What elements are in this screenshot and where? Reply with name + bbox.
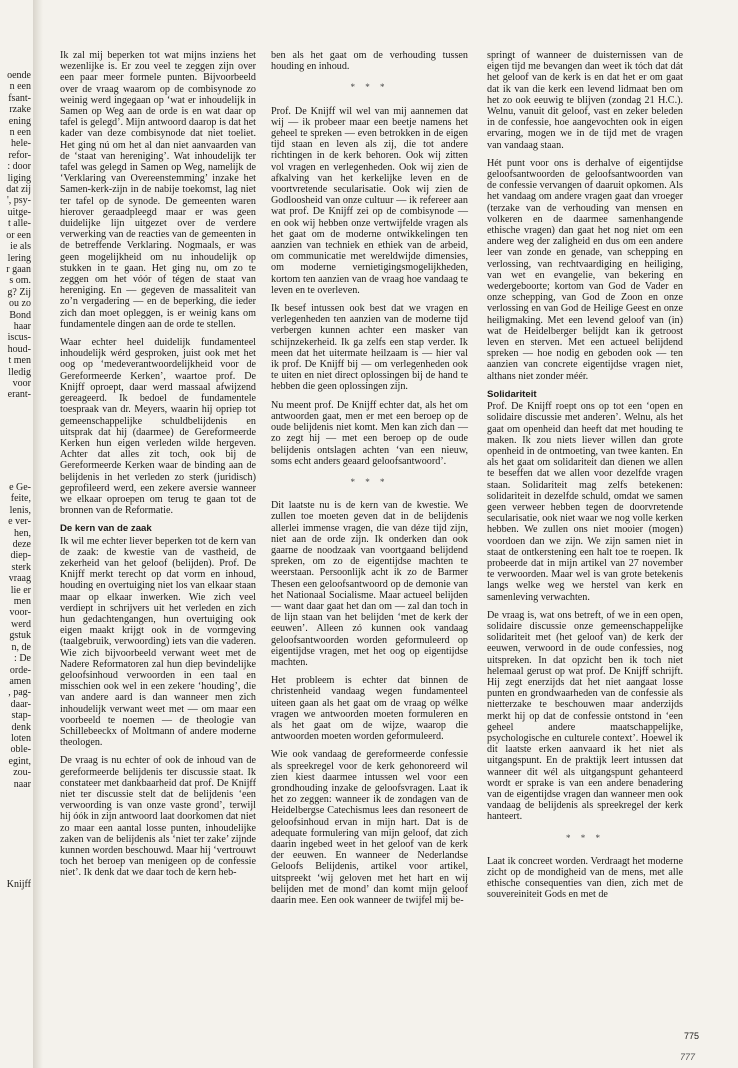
column-1 <box>60 50 256 886</box>
margin-fragment: sterk <box>11 561 31 573</box>
margin-fragment: lie er <box>10 584 31 596</box>
margin-fragment: : De <box>14 653 31 665</box>
margin-fragment: gstuk <box>9 630 31 642</box>
section-divider: * * * <box>350 476 389 487</box>
margin-fragment: ou zo <box>9 298 31 310</box>
margin-fragment: ie als <box>10 241 31 253</box>
margin-fragment: stap- <box>11 710 31 722</box>
margin-fragment: vraag <box>8 573 31 585</box>
paragraph: Nu meent prof. De Knijff echter dat, als het om antwoorden gaat, men er met een beroep op de oude belijdenis niet komt. Men kan zich dan — zo zegt hij — met een beroep op de oude belijdenis ontslagen achten ‘van een nieuw, soms echt anders geaard geloofsantwoord’. <box>271 399 468 467</box>
margin-fragment: diep- <box>10 550 31 562</box>
section-divider: * * * <box>566 832 604 843</box>
margin-fragments-middle <box>8 482 31 790</box>
paragraph: springt of wanneer de duisternissen van de eigen tijd me bevangen dan weet ik tóch dat dát het geloof van de kerk is en dat het er om gaat dat ik van die kerk een levend lidmaat ben om het zo ook eeuwig te blijven (zondag 21 H.C.). Welnu, vanuit dit geloof, vast en zeker beleden in de confessie, hoe aangevochten ook in eigen ervaring, mogen we in de tijd met de vragen van vandaag staan. <box>487 50 683 151</box>
margin-fragment: erant- <box>7 389 31 401</box>
margin-fragment: t men <box>8 355 31 367</box>
margin-fragment: e Ge- <box>9 482 31 493</box>
margin-fragment: amen <box>9 675 31 687</box>
paragraph: Hét punt voor ons is derhalve of eigentijdse geloofsantwoorden de geloofsantwoorden van de confessie vervangen of daaruit opkomen. Als het vandaag om andere vragen gaat dan vroeger (terzake van de verhouding van mensen en volkeren en de daarmee samenhangende ethische vragen) dan gaat het nog niet om een andere weg der zaligheid en dus om een andere leer van zonde en genade, van schepping en verlossing, van rechtvaardiging en heiliging, van wet en evangelie, van bekering en wedergeboorte; kortom van God de Vader en onze schepping, van God de Zoon en onze verlossing en van God de Heilige Geest en onze heiligmaking. Met een levend geloof van (in) wat de Heidelberger belijdt kan ik getroost leven en sterven. Met een actueel belijdend spreken — hoe nodig en geboden ook — ten aanzien van concrete eigentijdse vragen niet, althans niet zonder méér. <box>487 157 683 382</box>
margin-fragment: oble- <box>10 744 31 756</box>
margin-fragment: n, de <box>11 641 31 653</box>
margin-fragment: hen, <box>14 527 31 539</box>
margin-fragment: or een <box>6 229 31 241</box>
margin-fragment: lledig <box>8 366 31 378</box>
section-heading: De kern van de zaak <box>60 523 152 535</box>
paragraph: Ik wil me echter liever beperken tot de kern van de zaak: de kwestie van de vastheid, de zekerheid van het geloof (belijden). Prof. De Knijff merkt terecht op dat vorm en inhoud, houding en overtuiging niet los van elkaar staan maar op elkaar inwerken. Wie zich veel verdiept in schrijvers uit het verleden en zich hun gedachtengangen, hun overtuiging ook eigen maakt krijgt ook in de vormgeving (taalgebruik, verwoording) iets van die vaderen. Wie zich bijvoorbeeld verwant weet met de Nadere Reformatoren zal hun diep bevindelijke geloofsinhoud verwoorden in een taal en misschien ook wel in een zekere ‘houding’, die van andere aard is dan wanneer men zich inhoudelijk verwant weet met — om maar een voorbeeld te noemen — de theologie van Schillebeeckx of Moltmann of andere moderne theologen. <box>60 535 256 749</box>
margin-fragment: s om. <box>9 275 31 287</box>
section-divider: * * * <box>350 82 389 93</box>
margin-fragment: naar <box>13 778 31 790</box>
margin-fragment: dat zij <box>6 184 31 196</box>
margin-fragment: loten <box>11 732 31 744</box>
margin-fragment: lering <box>7 252 31 264</box>
paragraph: Prof. De Knijff wil wel van mij aannemen dat wij — ik probeer maar een beetje namens het geheel te spreken — even betrokken in de eigen tijd staan en leven als zij, die tot andere richtingen in de kerk behoren. Ook wij zitten vol vragen en verlegenheden. Ook wij zien de afkalving van het kerkelijke leven en de voortvretende secularisatie. Ook wij zien de Godloosheid van onze cultuur — ik refereer aan wat prof. De Knijff zei op de combisynode — en ook wij hebben onze vertwijfelde vragen als het gaat om de moderne ontwikkelingen ten aanzien van techniek en ethiek van de arbeid, om communicatie met wereldwijde dimensies, om moderne vernietigingsmogelijkheden, kortom ten aanzien van de vraag hoe vandaag te leven en te overleven. <box>271 105 468 296</box>
paragraph: De vraag is nu echter of ook de inhoud van de gereformeerde belijdenis ter discussie staat. Ik constateer met dankbaarheid dat prof. De Knijff niet ter discussie stelt dat de belijdenis ‘een verwoording is van onze vaste grond’, terwijl hij óók in zijn antwoord laat doorkomen dat niet zo maar een aantal losse punten, inhoudelijke zaken van de belijdenis als ‘niet ter zake’ zijnde kunnen worden beschouwd. Maar hij ‘vertrouwt toch het beroep van menigeen op de confessie niet’. Ik denk dat we daar toch de kern heb- <box>60 755 256 879</box>
margin-fragment: oende <box>7 70 31 81</box>
margin-fragment: men <box>13 596 31 608</box>
margin-fragment: Bond <box>9 309 31 321</box>
margin-fragment: uitge- <box>7 206 31 218</box>
margin-fragment: ', psy- <box>6 195 31 207</box>
margin-fragment: refor- <box>8 149 31 161</box>
paragraph: De vraag is, wat ons betreft, of we in een open, solidaire discussie onze gemeenschappelijke solidariteit met (het geloof van) de kerk der eeuwen, verwoord in de oude confessies, nog uitspreken. In dat opzicht ben ik toch niet helemaal gerust op wat prof. De Knijff schrijft. Hij zegt enerzijds dat het niet aangaat losse punten en grondwaarheden van de confessie als nietterzake te beschouwen maar anderzijds merkt hij op dat de confessie ontstond in ‘een geheel andere maatschappelijke, psychologische en culturele context’. Hoewel ik dit laatste erken aanvaard ik het niet als uitgangspunt. En de praktijk leert intussen dat wanneer dit wél als uitgangspunt gehanteerd wordt er sprake is van een andere benadering van de eigentijdse vragen dan wanneer men ook vandaag de belijdenis als spreekregel der kerk hanteert. <box>487 609 683 823</box>
margin-fragment: g? Zij <box>7 286 31 298</box>
paragraph: Ik besef intussen ook best dat we vragen en verlegenheden ten aanzien van de moderne tijd verbergen kunnen achter een masker van schijnzekerheid. Ik ga zelfs een stap verder. Ik meen dat het uitermate heilzaam is — hier val ik prof. De Knijff bij — om verlegenheden ook te uiten en niet direct oplossingen bij de hand te hebben die geen oplossingen zijn. <box>271 303 468 393</box>
margin-fragment: deze <box>12 539 31 551</box>
margin-fragment: lenis, <box>9 504 31 516</box>
margin-fragment: houd- <box>7 343 31 355</box>
margin-fragment: fsant- <box>8 92 31 104</box>
margin-fragment: Knijff <box>6 879 31 890</box>
column-3 <box>487 50 683 908</box>
margin-fragment: voor- <box>9 607 31 619</box>
paragraph: Het probleem is echter dat binnen de christenheid vandaag wegen fundamenteel uiteen gaan als het gaat om de vraag op wélke vragen we antwoorden moeten formuleren en als het gaat om de wijze, waarop die antwoorden moeten worden geformuleerd. <box>271 675 468 743</box>
margin-fragment: werd <box>11 618 31 630</box>
paragraph: Wie ook vandaag de gereformeerde confessie als spreekregel voor de kerk gehonoreerd wil zien kiest daarmee intussen wel voor een grondhouding inzake de geloofsvragen. Laat ik het zo zeggen: wanneer ik de zondagen van de Heidelbergse Catechismus lees dan resoneert de geloofsinhoud ervan in mijn hart. Dat is de adequate formulering van mijn geloof, dat zich daarin ingebed weet in het geloof van de kerk der eeuwen. En wanneer de Nederlandse Geloofs Belijdenis, artikel voor artikel, uitspreekt ‘wij geloven met het hart en wij belijden met de mond’ dan komt mijn geloof daarin mee. Een ook wanneer de twijfel mij be- <box>271 749 468 907</box>
margin-fragment: feite, <box>10 493 31 505</box>
margin-fragment: n een <box>9 127 31 139</box>
margin-fragment: zou- <box>13 767 31 779</box>
margin-fragment: liging <box>7 172 31 184</box>
paragraph: Waar echter heel duidelijk fundamenteel inhoudelijk wérd gesproken, juist ook met het oog op ‘medeverantwoordelijkheid voor de Gereformeerde Kerken’, waartoe prof. De Knijff oproept, daar werd massaal afwijzend gereageerd. Ik bedoel de fundamentele toespraak van dr. Meyers, waarin hij opriep tot gemeenschappelijke schuldbelijdenis en uitsprak dat hij (daarmee) de Gereformeerde Kerken hun eigen verleden wilde hergeven. Achter dat alles zit toch, ook bij de Gereformeerde Kerken waar de binding aan de belijdenis in het verleden zo sterk (juridisch) geprofileerd werd, een zekere aversie wanneer we elkaar oproepen om terug te gaan tot de bronnen van de Reformatie. <box>60 337 256 517</box>
margin-fragment: haar <box>13 320 31 332</box>
margin-fragment: : door <box>7 161 31 173</box>
margin-fragments-bottom <box>7 879 31 890</box>
section-heading: Solidariteit <box>487 388 537 400</box>
paragraph: Laat ik concreet worden. Verdraagt het moderne zicht op de mondigheid van de mens, met alle ethische consequenties van dien, zich met de souvereiniteit Gods en met de <box>487 855 683 901</box>
margin-fragment: egint, <box>8 755 31 767</box>
paragraph: Dit laatste nu is de kern van de kwestie. We zullen toe moeten geven dat in de belijdenis allerlei immense vragen, die van déze tijd zijn, niet aan de orde zijn. Ik onderken dan ook gaarne de noodzaak van voortgaand belijdend spreken, om zo de eigentijdse machten te weerstaan. Persoonlijk acht ik zo de Barmer Thesen een geloofsantwoord op de demonie van het Nationaal Socialisme. Maar actueel belijden — want daar gaat het dan om — zal dan toch in de lijn staan van het belijden ‘met de kerk der eeuwen’. Alleen zó kunnen ook vandaag geloofsantwoorden worden geformuleerd op eigentijdse vragen, met het oog op eigentijdse machten. <box>271 500 468 668</box>
margin-fragment: hele- <box>11 138 31 150</box>
margin-fragment: daar- <box>10 698 31 710</box>
page-stamp: 777 <box>680 1052 696 1062</box>
margin-fragment: t alle- <box>7 218 31 230</box>
margin-fragment: e ver- <box>8 516 31 528</box>
margin-fragment: r gaan <box>6 263 31 275</box>
gutter-shadow <box>33 0 43 1068</box>
margin-fragment: ening <box>8 115 31 127</box>
column-2 <box>271 50 468 913</box>
margin-fragment: , pag- <box>8 687 31 699</box>
page-number: 775 <box>684 1031 700 1041</box>
margin-fragment: iscus- <box>7 332 31 344</box>
margin-fragment: rzake <box>9 104 31 116</box>
previous-page-margin <box>0 60 33 890</box>
margin-fragments-top <box>6 70 31 401</box>
margin-fragment: orde- <box>9 664 31 676</box>
paragraph: Ik zal mij beperken tot wat mijns inziens het wezenlijke is. Er zou veel te zeggen zijn over een paar meer formele punten. Bijvoorbeeld over de vraag waarom op de combisynode zo weinig werd ingegaan op ‘wat er inhoudelijk in Samen op Weg aan de orde is en wat daar op tafel is gelegd’. Mijn antwoord daarop is dat het kader van deze combisynode dat niet toeliet. Het ging nú om het al dan niet aanvaarden van de ‘staat van hereniging’. Wat inhoudelijk ter tafel was gelegd in Samen op Weg, namelijk de ‘Verklaring van Overeenstemming’ inzake het Samen-kerk-zijn in de nabije toekomst, lag niet ter tafel op de synode. De gemeenten waren hierover geraadpleegd maar er was geen duidelijke lijn uitgezet over de verdere verwerking van de reacties van de gemeenten in de betreffende Verklaring. Nogmaals, er was geen mogelijkheid om nu inhoudelijk op stukken in te gaan. Het ging nu, om zo te zeggen om het vóór of tégen de staat van hereniging. En — gegeven de massaliteit van zo’n vergadering — en de beperking, die ieder zich dan moet opleggen, is er weinig kans om fundamentele dingen aan de orde te stellen. <box>60 50 256 330</box>
margin-fragment: n een <box>9 81 31 93</box>
paragraph: ben als het gaat om de verhouding tussen houding en inhoud. <box>271 50 468 73</box>
margin-fragment: denk <box>11 721 31 733</box>
margin-fragment: voor <box>12 377 31 389</box>
paragraph: Prof. De Knijff roept ons op tot een ‘open en solidaire discussie met anderen’. Welnu, als het gaat om openheid dan heeft dat met houding te maken. Ik zou niets liever willen dan grote openheid in de ontmoeting, van twee kanten. En als het gaat om solidariteit dan dienen we allen te beseffen dat we allen voor dezelfde vragen staan. Solidariteit mag zelfs betekenen: solidariteit in dezelfde schuld, omdat we samen geen verweer hebben tegen de doorvretende secularisatie, ook niet waar we nog volle kerken hebben. We zullen ons niet mooier (mogen) voordoen dan we zijn. We zijn samen niet in staat de ontkerstening een halt toe te roepen. Ik probeerde dat in mijn artikel van 27 november te verwoorden. Maar wel is van grote betekenis langs welke weg we herstel van kerk en samenleving verwachten. <box>487 401 683 603</box>
